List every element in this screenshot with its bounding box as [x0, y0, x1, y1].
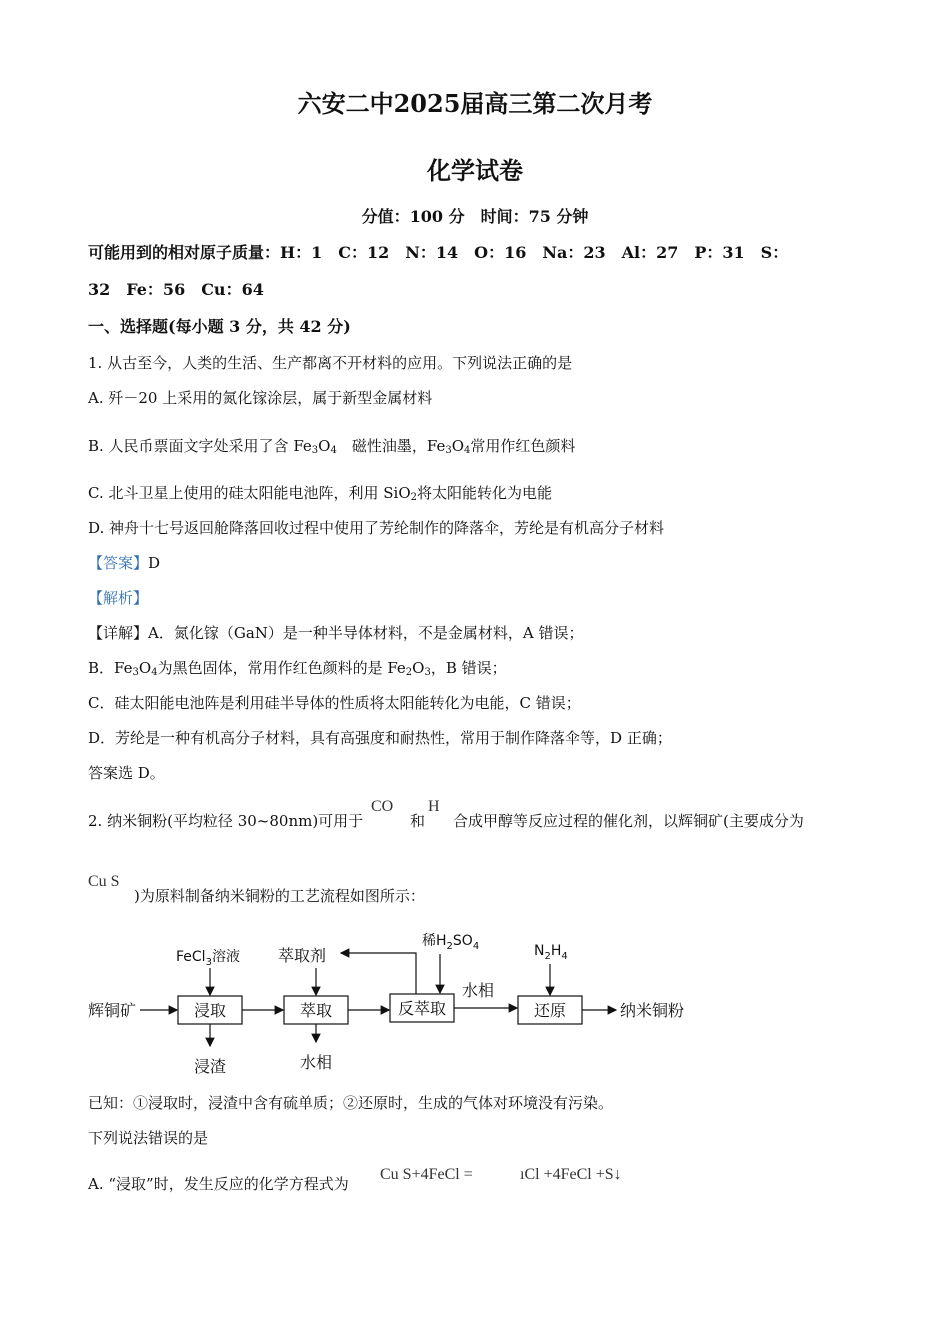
detail-label: 【详解】 — [88, 624, 149, 642]
q2-cus-fragment: Cu S — [88, 873, 120, 890]
leach-label: 浸取 — [193, 1001, 227, 1020]
dilute-h2so4-label: 稀$H_2SO_4$ — [422, 933, 480, 952]
subject-title: 化学试卷 — [427, 156, 523, 185]
answer-value: D — [148, 554, 161, 572]
score-time-info: 分值：100 分 时间：75 分钟 — [361, 207, 589, 226]
q1-detail-d: D．芳纶是一种有机高分子材料，具有高强度和耐热性，常用于制作降落伞等，D 正确； — [88, 729, 672, 747]
analysis-label: 【解析】 — [88, 589, 149, 607]
q2-h-fragment: H — [428, 798, 440, 815]
back-extract-label: 反萃取 — [397, 999, 447, 1018]
aqueous-phase-label-2: 水相 — [462, 981, 495, 1000]
reduce-label: 还原 — [533, 1001, 567, 1020]
residue-label: 浸渣 — [194, 1057, 227, 1076]
q1-detail-c: C．硅太阳能电池阵是利用硅半导体的性质将太阳能转化为电能，C 错误； — [88, 694, 581, 712]
q2-stem: 2. 纳米铜粉(平均粒径 30~80nm)可用于 — [88, 812, 364, 830]
q2-equation-part-1: Cu S+4FeCl = — [380, 1166, 473, 1183]
extract-label: 萃取 — [299, 1001, 333, 1020]
q2-known: 已知：①浸取时，浸渣中含有硫单质；②还原时，生成的气体对环境没有污染。 — [88, 1094, 614, 1112]
q2-co-fragment: CO — [371, 798, 394, 815]
q1-stem: 1. 从古至今，人类的生活、生产都离不开材料的应用。下列说法正确的是 — [88, 354, 573, 372]
q2-question: 下列说法错误的是 — [88, 1129, 209, 1147]
output-label: 纳米铜粉 — [620, 1001, 685, 1020]
section-title: 一、选择题(每小题 3 分，共 42 分) — [88, 317, 351, 336]
n2h4-label: $N_2H_4$ — [534, 943, 568, 962]
atomic-masses-line-2: 32 Fe：56 Cu：64 — [88, 280, 264, 299]
q1-detail-b: B．$Fe_3O_4$为黑色固体，常用作红色颜料的是 $Fe_2O_3$，B 错误； — [88, 659, 507, 678]
q1-conclusion: 答案选 D。 — [88, 764, 165, 782]
aqueous-phase-label-1: 水相 — [300, 1053, 333, 1072]
q2-stem-suffix: 合成甲醇等反应过程的催化剂，以辉铜矿(主要成分为 — [453, 812, 804, 830]
q1-option-a: A. 歼－20 上采用的氮化镓涂层，属于新型金属材料 — [88, 389, 433, 407]
process-flowchart — [88, 928, 708, 1080]
q2-option-a: A. “浸取”时，发生反应的化学方程式为 — [88, 1175, 349, 1193]
raw-ore-label: 辉铜矿 — [88, 1001, 137, 1020]
q1-option-d: D. 神舟十七号返回舱降落回收过程中使用了芳纶制作的降落伞，芳纶是有机高分子材料 — [88, 519, 665, 537]
q2-stem-2: )为原料制备纳米铜粉的工艺流程如图所示： — [134, 887, 425, 905]
extractant-label: 萃取剂 — [278, 946, 327, 965]
q2-equation-part-2: ıCl +4FeCl +S↓ — [520, 1166, 622, 1183]
atomic-masses-line-1: 可能用到的相对原子质量：H：1 C：12 N：14 O：16 Na：23 Al：27 P：31 S： — [88, 243, 789, 262]
q1-option-c: C. 北斗卫星上使用的硅太阳能电池阵，利用 SiO$_2$将太阳能转化为电能 — [88, 484, 553, 503]
q2-and: 和 — [410, 812, 426, 830]
q1-detail-a: 【详解】A．氮化镓（GaN）是一种半导体材料，不是金属材料，A 错误； — [88, 624, 584, 642]
q1-option-b: B. 人民币票面文字处采用了含 $Fe_3O_4$ 磁性油墨，$Fe_3O_4$常用作红色颜料 — [88, 437, 576, 456]
answer-label: 【答案】 — [88, 554, 149, 572]
page-title: 六安二中2025届高三第二次月考 — [297, 89, 653, 118]
fecl3-label: FeCl$_3$溶液 — [176, 949, 240, 968]
q1-answer — [88, 553, 160, 573]
